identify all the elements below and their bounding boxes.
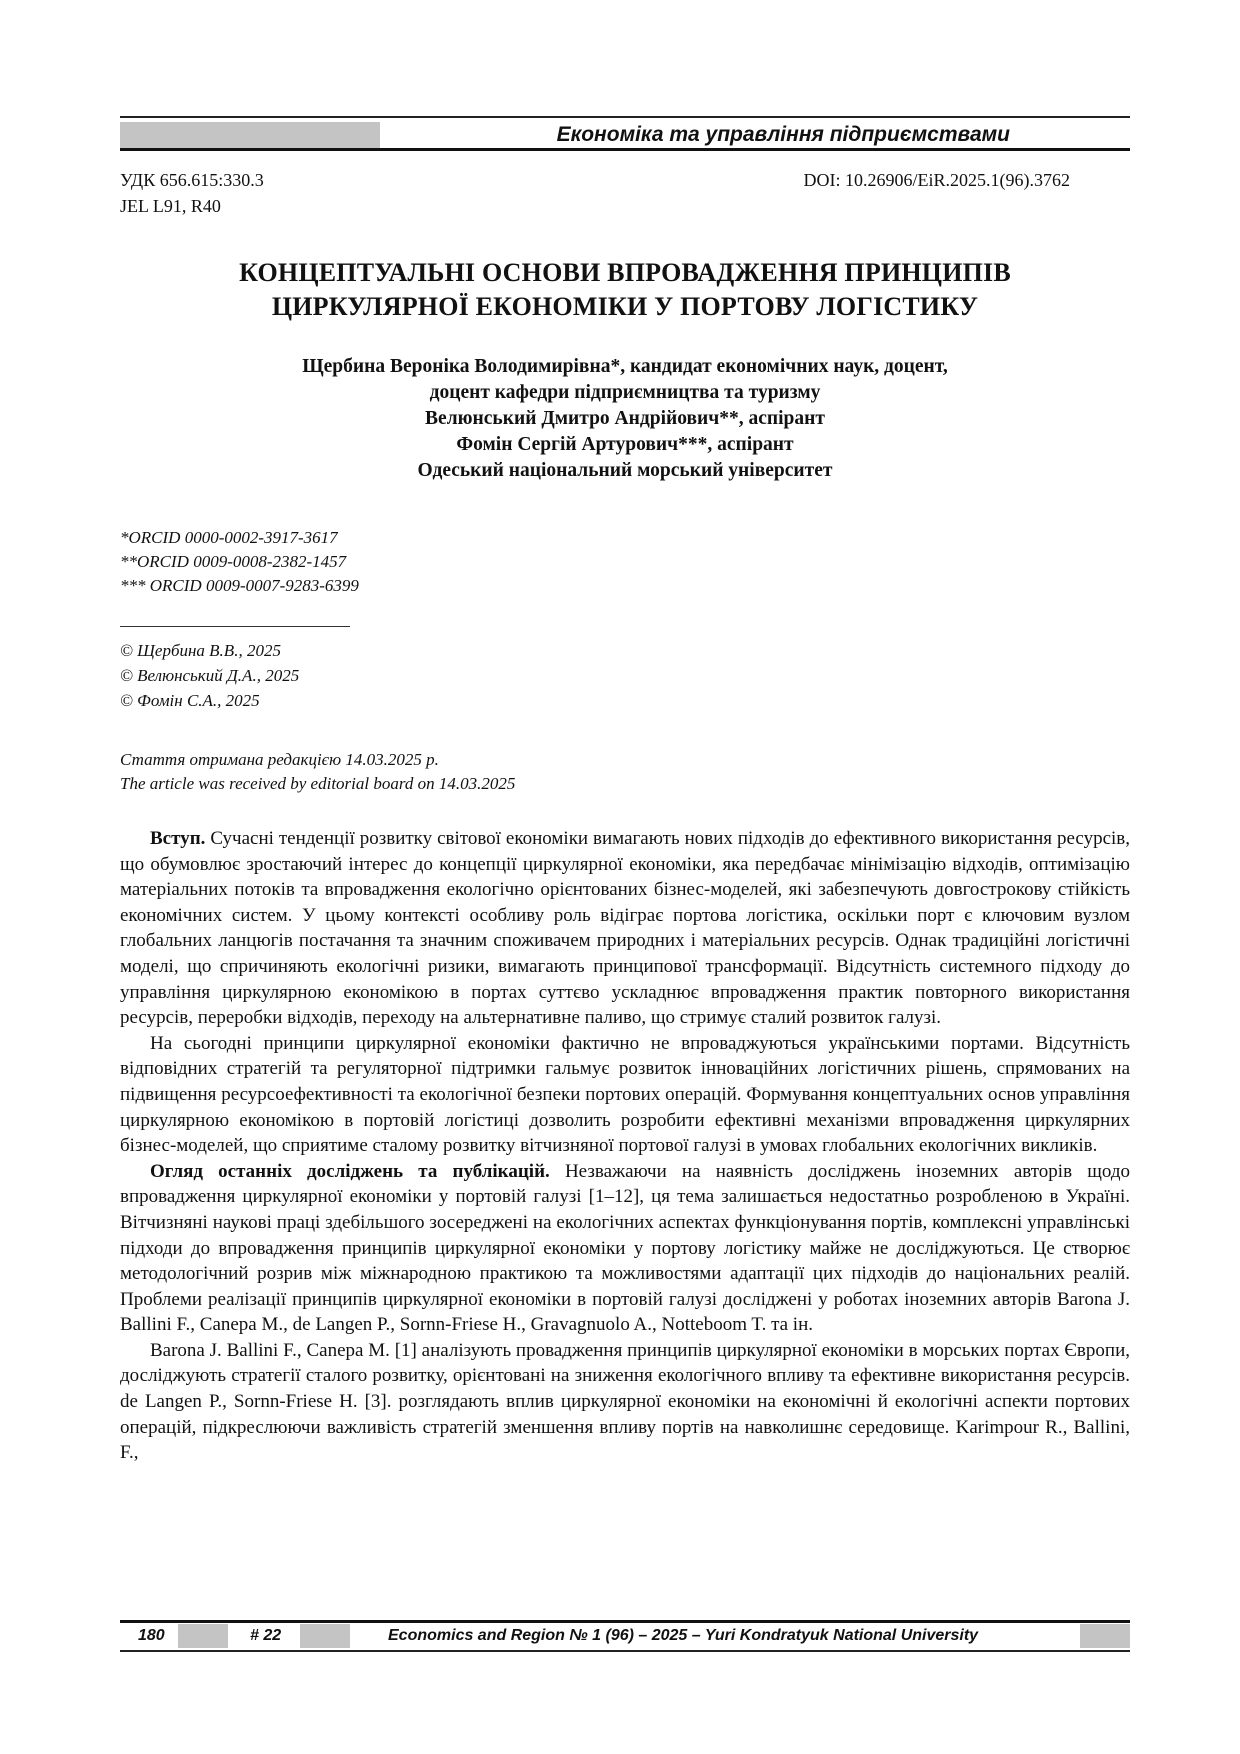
received-note [120,748,515,796]
running-footer [120,1624,1130,1648]
paragraph-heading: Огляд останніх досліджень та публікацій. [150,1160,550,1182]
footnote-separator [120,626,350,627]
footer-grey-block [178,1624,228,1648]
journal-section-title: Економіка та управління підприємствами [556,123,1010,146]
article-title-line-1: КОНЦЕПТУАЛЬНІ ОСНОВИ ВПРОВАДЖЕННЯ ПРИНЦИПІВ [239,258,1011,287]
doi: DOI: 10.26906/EiR.2025.1(96).3762 [803,170,1070,190]
paragraph-heading: Вступ. [150,828,206,849]
orcid-item: **ORCID 0009-0008-2382-1457 [120,552,347,571]
copyright-item: © Щербина В.В., 2025 [120,641,281,660]
header-rule-top [120,116,1130,118]
paragraph [120,1338,1130,1466]
issue-number: # 22 [250,1627,282,1644]
paragraph-literature-review [120,1159,1130,1338]
page-number: 180 [138,1627,165,1644]
journal-footer-title: Economics and Region № 1 (96) – 2025 – Yuri Kondratyuk National University [388,1627,979,1644]
footer-grey-block [1080,1624,1130,1648]
paragraph-text: Сучасні тенденції розвитку світової економіки вимагають нових підходів до ефективного використання ресурсів, що обумовлює зростаючий інтерес до концепції циркулярної економіки, яка передбачає мінімізацію відходів, оптимізацію матеріальних потоків та впровадження екологічно орієнтованих бізнес-моделей, які забезпечують довгострокову стійкість економічних систем. У цьому контексті особливу роль відіграє портова логістика, оскільки порт є ключовим вузлом глобальних ланцюгів постачання та значним споживачем природних і матеріальних ресурсів. Однак традиційні логістичні моделі, що спричиняють екологічні ризики, вимагають принципової трансформації. Відсутність системного підходу до управління циркулярною економікою в портах суттєво ускладнює впровадження практик повторного використання ресурсів, переробки відходів, переходу на альтернативне паливо, що стримує сталий розвиток галузі. [120,828,1130,1029]
author-line-1: Щербина Вероніка Володимирівна*, кандидат економічних наук, доцент, [302,356,948,377]
paragraph-text: Barona J. Ballini F., Canepa M. [1] аналізують провадження принципів циркулярної економіки в морських портах Європи, досліджують стратегії сталого розвитку, орієнтовані на зниження екологічного впливу та ефективне використання ресурсів. de Langen P., Sornn-Friese H. [3]. розглядають вплив циркулярної економіки на економічні й екологічні аспекти портових операцій, підкреслюючи важливість стратегій зменшення впливу портів на навколишнє середовище. Karimpour R., Ballini, F., [120,1339,1130,1464]
orcid-item: *ORCID 0000-0002-3917-3617 [120,528,338,547]
udc-code: УДК 656.615:330.3 [120,170,264,190]
running-header [120,122,1130,148]
author-block [120,354,1130,484]
footer-rule-bottom [120,1650,1130,1652]
copyright-item: © Велюнський Д.А., 2025 [120,666,300,685]
orcid-item: *** ORCID 0009-0007-9283-6399 [120,576,359,595]
jel-code: JEL L91, R40 [120,196,221,216]
paragraph [120,1031,1130,1159]
paragraph-text: На сьогодні принципи циркулярної економіки фактично не впроваджуються українськими портами. Відсутність відповідних стратегій та регуляторної підтримки гальмує розвиток інноваційних логістичних рішень, спрямованих на підвищення ресурсоефективності та екологічної безпеки портових операцій. Формування концептуальних основ управління циркулярною економікою в портовій логістиці дозволить розробити ефективні механізми впровадження циркулярних бізнес-моделей, що сприятиме сталому розвитку вітчизняної портової галузі в умовах глобальних екологічних викликів. [120,1032,1130,1157]
header-grey-block [120,122,380,148]
received-en: The article was received by editorial board on 14.03.2025 [120,774,516,793]
document-page [120,0,1130,1754]
author-line-2: доцент кафедри підприємництва та туризму [429,382,821,403]
paragraph-text: Незважаючи на наявність досліджень іноземних авторів щодо впровадження циркулярної економіки у портовій галузі [1–12], ця тема залишається недостатньо розробленою в Україні. Вітчизняні наукові праці здебільшого зосереджені на екологічних аспектах функціонування портів, комплексні управлінські підходи до впровадження принципів циркулярної економіки у портову логістику майже не досліджуються. Це створює методологічний розрив між міжнародною практикою та можливостями адаптації цих підходів до національних реалій. Проблеми реалізації принципів циркулярної економіки в портовій галузі досліджені у роботах іноземних авторів Barona J. Ballini F., Canepa M., de Langen P., Sornn-Friese H., Gravagnuolo A., Notteboom T. та ін. [120,1160,1130,1336]
article-title [120,256,1130,324]
copyright-list [120,638,299,713]
author-line-3: Велюнський Дмитро Андрійович**, аспірант [425,408,825,429]
affiliation: Одеський національний морський університет [417,460,833,481]
footer-grey-block [300,1624,350,1648]
copyright-item: © Фомін С.А., 2025 [120,691,260,710]
footer-rule-top [120,1620,1130,1623]
received-ua: Стаття отримана редакцією 14.03.2025 р. [120,750,439,769]
article-title-line-2: ЦИРКУЛЯРНОЇ ЕКОНОМІКИ У ПОРТОВУ ЛОГІСТИКУ [271,292,979,321]
author-line-4: Фомін Сергій Артурович***, аспірант [456,434,794,455]
orcid-list [120,526,359,598]
paragraph-introduction [120,826,1130,1031]
header-rule-bottom [120,148,1130,151]
article-body [120,826,1130,1466]
